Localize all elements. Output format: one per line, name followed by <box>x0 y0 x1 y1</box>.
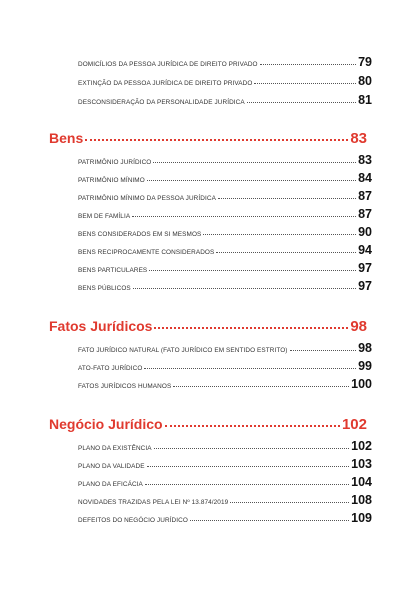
section-page: 102 <box>341 416 367 433</box>
toc-entry-label: FATO JURÍDICO NATURAL (FATO JURÍDICO EM SENTIDO ESTRITO) <box>78 347 288 354</box>
toc-entry-page: 109 <box>351 512 372 525</box>
leader-dots <box>190 520 349 521</box>
toc-entry-label: PLANO DA EXISTÊNCIA <box>78 445 152 452</box>
leader-dots <box>154 448 350 449</box>
toc-entry-label: FATOS JURÍDICOS HUMANOS <box>78 383 172 390</box>
toc-entry-label: NOVIDADES TRAZIDAS PELA LEI Nº 13.874/2019 <box>78 499 229 506</box>
toc-entry-page: 97 <box>358 280 372 293</box>
toc-entry[interactable] <box>78 458 372 471</box>
toc-entry-label: BEM DE FAMÍLIA <box>78 213 131 220</box>
toc-entry[interactable] <box>78 494 372 507</box>
toc-entry-label: DESCONSIDERAÇÃO DA PERSONALIDADE JURÍDICA <box>78 99 245 106</box>
leader-dots <box>153 162 356 163</box>
leader-dots <box>149 270 356 271</box>
toc-entry-page: 90 <box>358 226 372 239</box>
toc-entry-label: BENS CONSIDERADOS EM SI MESMOS <box>78 231 202 238</box>
toc-entry-page: 84 <box>358 172 372 185</box>
leader-dots <box>133 288 356 289</box>
toc-entry-page: 99 <box>358 360 372 373</box>
toc-entry[interactable] <box>78 378 372 391</box>
toc-entry-page: 79 <box>358 56 372 69</box>
toc-entry-label: EXTINÇÃO DA PESSOA JURÍDICA DE DIREITO PRIVADO <box>78 80 253 87</box>
toc-entry[interactable] <box>78 360 372 373</box>
leader-dots <box>147 180 356 181</box>
toc-entry-page: 87 <box>358 190 372 203</box>
leader-dots <box>144 368 356 369</box>
toc-entry-label: PATRIMÔNIO JURÍDICO <box>78 159 152 166</box>
toc-entry[interactable] <box>78 476 372 489</box>
toc-entry[interactable] <box>78 244 372 257</box>
leader-dots <box>173 386 349 387</box>
toc-entry-label: BENS RECIPROCAMENTE CONSIDERADOS <box>78 249 215 256</box>
toc-entry-page: 80 <box>358 75 372 88</box>
toc-entry-page: 97 <box>358 262 372 275</box>
toc-entry-page: 100 <box>351 378 372 391</box>
toc-entry[interactable] <box>78 280 372 293</box>
toc-entry-label: BENS PARTICULARES <box>78 267 148 274</box>
toc-entry-page: 103 <box>351 458 372 471</box>
toc-entry-page: 94 <box>358 244 372 257</box>
section-heading-negocio-juridico[interactable] <box>49 416 367 433</box>
toc-entry[interactable] <box>78 440 372 453</box>
leader-dots <box>165 425 340 427</box>
leader-dots <box>218 198 356 199</box>
toc-entry-label: PATRIMÔNIO MÍNIMO DA PESSOA JURÍDICA <box>78 195 216 202</box>
toc-entry[interactable] <box>78 208 372 221</box>
section-title: Bens <box>49 130 84 146</box>
section-page: 83 <box>350 130 367 147</box>
section-heading-bens[interactable] <box>49 130 367 147</box>
leader-dots <box>85 139 348 141</box>
toc-entry[interactable] <box>78 262 372 275</box>
leader-dots <box>154 327 348 329</box>
leader-dots <box>254 83 356 84</box>
leader-dots <box>203 234 356 235</box>
toc-entry-page: 83 <box>358 154 372 167</box>
section-title: Fatos Jurídicos <box>49 318 153 334</box>
toc-entry[interactable] <box>78 172 372 185</box>
toc-entry[interactable] <box>78 512 372 525</box>
toc-entry[interactable] <box>78 56 372 69</box>
toc-entry-label: PLANO DA VALIDADE <box>78 463 145 470</box>
leader-dots <box>216 252 356 253</box>
toc-entry[interactable] <box>78 226 372 239</box>
section-page: 98 <box>350 318 367 335</box>
toc-entry-page: 81 <box>358 94 372 107</box>
toc-entry[interactable] <box>78 75 372 88</box>
leader-dots <box>147 466 350 467</box>
toc-entry-label: PATRIMÔNIO MÍNIMO <box>78 177 145 184</box>
toc-entry-page: 104 <box>351 476 372 489</box>
toc-entry[interactable] <box>78 190 372 203</box>
leader-dots <box>247 102 356 103</box>
toc-entry-label: BENS PÚBLICOS <box>78 285 131 292</box>
leader-dots <box>290 350 357 351</box>
toc-entry-label: DOMICÍLIOS DA PESSOA JURÍDICA DE DIREITO PRIVADO <box>78 61 258 68</box>
section-heading-fatos-juridicos[interactable] <box>49 318 367 335</box>
toc-entry-page: 87 <box>358 208 372 221</box>
toc-entry-page: 98 <box>358 342 372 355</box>
toc-entry-page: 102 <box>351 440 372 453</box>
toc-entry-label: ATO-FATO JURÍDICO <box>78 365 143 372</box>
toc-entry-label: PLANO DA EFICÁCIA <box>78 481 143 488</box>
leader-dots <box>260 64 356 65</box>
toc-entry[interactable] <box>78 94 372 107</box>
toc-entry-page: 108 <box>351 494 372 507</box>
leader-dots <box>230 502 349 503</box>
section-title: Negócio Jurídico <box>49 416 163 432</box>
toc-entry[interactable] <box>78 342 372 355</box>
toc-entry-label: DEFEITOS DO NEGÓCIO JURÍDICO <box>78 517 188 524</box>
leader-dots <box>145 484 349 485</box>
leader-dots <box>132 216 356 217</box>
toc-entry[interactable] <box>78 154 372 167</box>
